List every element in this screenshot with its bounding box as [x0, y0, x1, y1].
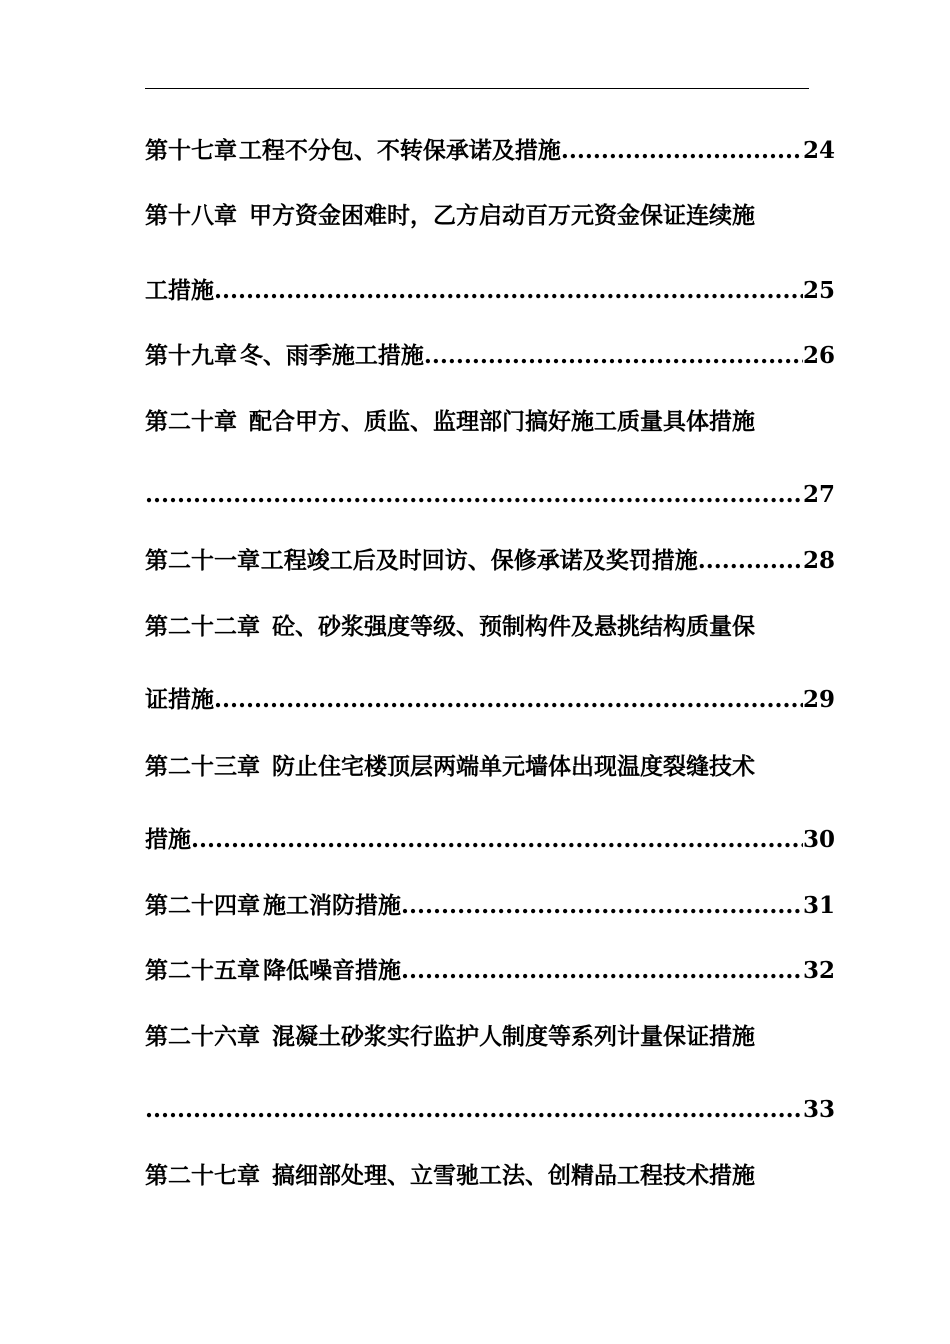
- toc-entry-22-continued[interactable]: [145, 682, 835, 718]
- chapter-number: 第十九章: [145, 342, 237, 369]
- toc-entry-22[interactable]: [145, 609, 835, 645]
- toc-entry-25[interactable]: [145, 953, 835, 989]
- toc-entry-26-continued[interactable]: [145, 1092, 835, 1128]
- toc-entry-27[interactable]: [145, 1158, 835, 1194]
- chapter-title: 甲方资金困难时，乙方启动百万元资金保证连续施: [249, 202, 755, 229]
- chapter-title: 防止住宅楼顶层两端单元墙体出现温度裂缝技术: [272, 753, 755, 780]
- dot-leader: [145, 477, 803, 513]
- dot-leader: [214, 273, 803, 309]
- page-number: 32: [802, 957, 835, 984]
- toc-entry-20-continued[interactable]: [145, 477, 835, 513]
- dot-leader: [698, 543, 803, 579]
- dot-leader: [561, 133, 803, 169]
- chapter-number: 第二十章: [145, 408, 237, 435]
- toc-entry-23-continued[interactable]: [145, 822, 835, 858]
- chapter-number: 第二十一章: [145, 547, 260, 574]
- toc-entry-17[interactable]: [145, 133, 835, 169]
- chapter-number: 第二十七章: [145, 1162, 260, 1189]
- toc-entry-26[interactable]: [145, 1019, 835, 1055]
- chapter-number: 第二十六章: [145, 1023, 260, 1050]
- page-number: 25: [802, 277, 835, 304]
- chapter-number: 第二十四章: [145, 892, 260, 919]
- toc-entry-21[interactable]: [145, 543, 835, 579]
- chapter-title: 配合甲方、质监、监理部门搞好施工质量具体措施: [249, 408, 755, 435]
- chapter-title: 冬、雨季施工措施: [239, 342, 424, 369]
- chapter-number: 第二十三章: [145, 753, 260, 780]
- dot-leader: [214, 682, 803, 718]
- chapter-number: 第十八章: [145, 202, 237, 229]
- chapter-title: 混凝土砂浆实行监护人制度等系列计量保证措施: [272, 1023, 755, 1050]
- page-number: 26: [802, 342, 835, 369]
- page-number: 30: [802, 826, 835, 853]
- chapter-title: 工程竣工后及时回访、保修承诺及奖罚措施: [260, 547, 698, 574]
- dot-leader: [401, 953, 803, 989]
- toc-entry-23[interactable]: [145, 749, 835, 785]
- page-number: 27: [802, 481, 835, 508]
- toc-entry-19[interactable]: [145, 338, 835, 374]
- chapter-title: 砼、砂浆强度等级、预制构件及悬挑结构质量保: [272, 613, 755, 640]
- chapter-title: 降低噪音措施: [263, 957, 402, 984]
- chapter-title-continued: 证措施: [145, 686, 214, 713]
- page-number: 24: [802, 137, 835, 164]
- dot-leader: [424, 338, 803, 374]
- dot-leader: [401, 888, 803, 924]
- page-number: 29: [802, 686, 835, 713]
- chapter-title: 施工消防措施: [263, 892, 402, 919]
- dot-leader: [191, 822, 803, 858]
- toc-entry-24[interactable]: [145, 888, 835, 924]
- page-number: 28: [802, 547, 835, 574]
- chapter-title: 搞细部处理、立雪驰工法、创精品工程技术措施: [272, 1162, 755, 1189]
- chapter-title-continued: 工措施: [145, 277, 214, 304]
- page-number: 31: [802, 892, 835, 919]
- chapter-number: 第二十五章: [145, 957, 260, 984]
- dot-leader: [145, 1092, 803, 1128]
- toc-entry-18[interactable]: [145, 198, 835, 234]
- chapter-title: 工程不分包、不转保承诺及措施: [238, 137, 561, 164]
- toc-entry-18-continued[interactable]: [145, 273, 835, 309]
- page-number: 33: [802, 1096, 835, 1123]
- chapter-number: 第十七章: [145, 137, 237, 164]
- chapter-number: 第二十二章: [145, 613, 260, 640]
- chapter-title-continued: 措施: [145, 826, 191, 853]
- header-rule: [145, 88, 809, 89]
- toc-entry-20[interactable]: [145, 404, 835, 440]
